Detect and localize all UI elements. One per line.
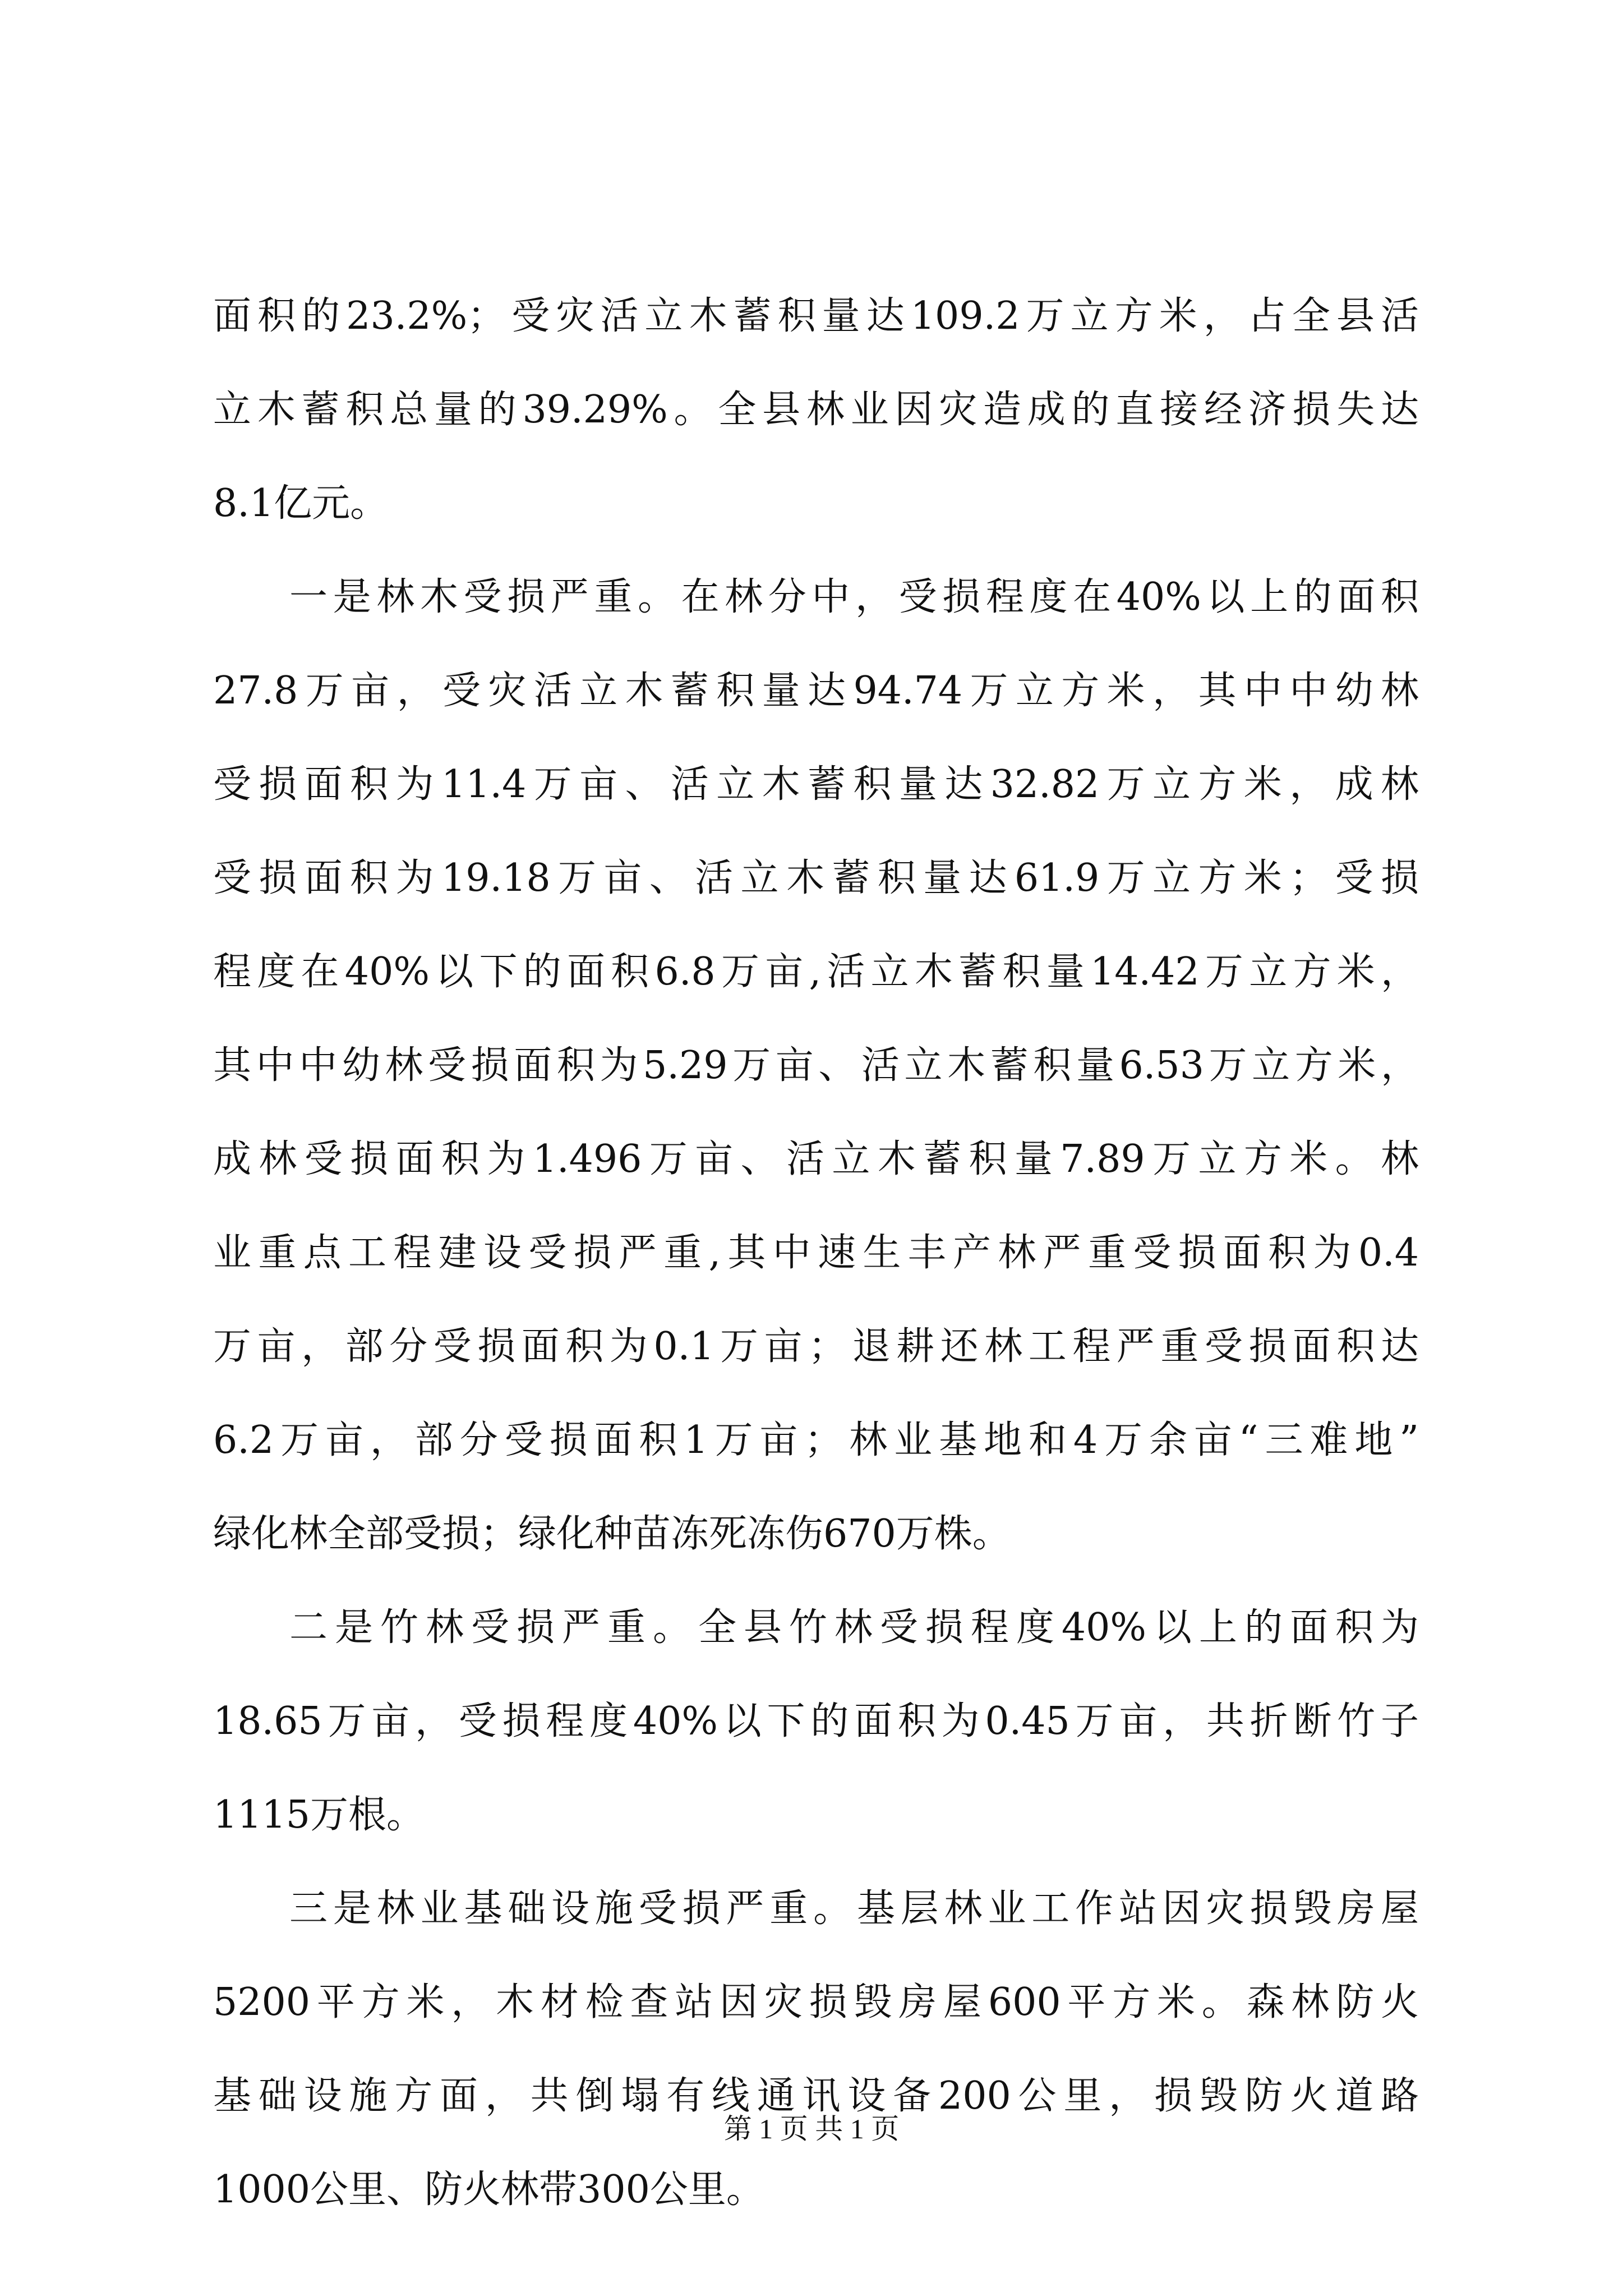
- paragraph-line: 面积的23.2%；受灾活立木蓄积量达109.2万立方米，占全县活: [213, 294, 1419, 338]
- paragraph-line: 二是竹林受损严重。全县竹林受损程度40%以上的面积为: [289, 1605, 1419, 1650]
- document-body: [213, 269, 1419, 2237]
- paragraph-line: 立木蓄积总量的39.29%。全县林业因灾造成的直接经济损失达: [213, 388, 1419, 432]
- paragraph-line: 受损面积为11.4万亩、活立木蓄积量达32.82万立方米，成林: [213, 762, 1419, 807]
- paragraph-line: 6.2万亩，部分受损面积1万亩；林业基地和4万余亩“三难地”: [213, 1418, 1419, 1462]
- paragraph-line: 受损面积为19.18万亩、活立木蓄积量达61.9万立方米；受损: [213, 856, 1419, 900]
- paragraph-line: 1115万根。: [213, 1793, 425, 1837]
- paragraph-line: 业重点工程建设受损严重,其中速生丰产林严重受损面积为0.4: [213, 1231, 1419, 1275]
- paragraph-line: 1000公里、防火林带300公里。: [213, 2168, 764, 2212]
- paragraph-line: 基础设施方面，共倒塌有线通讯设备200公里，损毁防火道路: [213, 2074, 1419, 2118]
- paragraph-line: 5200平方米，木材检查站因灾损毁房屋600平方米。森林防火: [213, 1980, 1419, 2024]
- paragraph-line: 绿化林全部受损；绿化种苗冻死冻伤670万株。: [213, 1512, 1011, 1556]
- paragraph-line: 8.1亿元。: [213, 481, 389, 526]
- paragraph-line: 一是林木受损严重。在林分中，受损程度在40%以上的面积: [289, 575, 1419, 619]
- paragraph-line: 三是林业基础设施受损严重。基层林业工作站因灾损毁房屋: [289, 1887, 1419, 1931]
- paragraph-line: 成林受损面积为1.496万亩、活立木蓄积量7.89万立方米。林: [213, 1137, 1419, 1181]
- paragraph-line: 27.8万亩，受灾活立木蓄积量达94.74万立方米，其中中幼林: [213, 669, 1419, 713]
- page-footer: 第 1 页 共 1 页: [723, 2113, 900, 2145]
- paragraph-line: 程度在40%以下的面积6.8万亩,活立木蓄积量14.42万立方米，: [213, 950, 1419, 994]
- paragraph-line: 万亩，部分受损面积为0.1万亩；退耕还林工程严重受损面积达: [213, 1324, 1419, 1369]
- paragraph-line: 其中中幼林受损面积为5.29万亩、活立木蓄积量6.53万立方米，: [213, 1043, 1419, 1088]
- paragraph-line: 18.65万亩，受损程度40%以下的面积为0.45万亩，共折断竹子: [213, 1699, 1419, 1743]
